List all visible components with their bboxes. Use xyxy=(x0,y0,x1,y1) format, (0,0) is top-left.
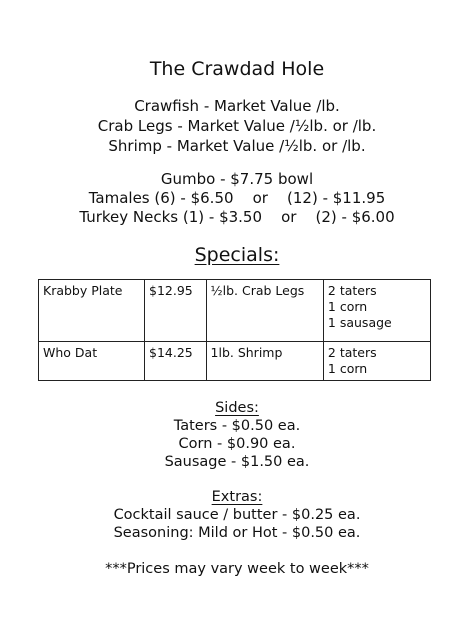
specials-heading: Specials: xyxy=(194,244,280,266)
extras-heading: Extras: xyxy=(211,489,263,505)
special-main: ½lb. Crab Legs xyxy=(206,280,323,342)
market-item-shrimp: Shrimp - Market Value /½lb. or /lb. xyxy=(108,137,366,155)
special-price: $14.25 xyxy=(145,342,207,381)
market-item-crawfish: Crawfish - Market Value /lb. xyxy=(134,97,340,115)
priced-item-tamales: Tamales (6) - $6.50 or (12) - $11.95 xyxy=(88,189,386,207)
footer-note: ***Prices may vary week to week*** xyxy=(105,561,369,577)
table-row xyxy=(39,342,431,381)
special-main: 1lb. Shrimp xyxy=(206,342,323,381)
side-item-taters: Taters - $0.50 ea. xyxy=(173,418,301,434)
special-side-item: 2 taters xyxy=(327,345,377,360)
side-item-corn: Corn - $0.90 ea. xyxy=(178,436,296,452)
special-sides xyxy=(323,280,430,342)
special-name: Who Dat xyxy=(39,342,145,381)
extra-item-seasoning: Seasoning: Mild or Hot - $0.50 ea. xyxy=(113,525,361,541)
specials-table xyxy=(38,279,431,381)
special-sides xyxy=(323,342,430,381)
special-side-item: 1 sausage xyxy=(327,315,392,330)
special-side-item: 2 taters xyxy=(327,283,377,298)
priced-item-turkey-necks: Turkey Necks (1) - $3.50 or (2) - $6.00 xyxy=(79,208,395,226)
sides-heading: Sides: xyxy=(215,400,259,416)
special-price: $12.95 xyxy=(145,280,207,342)
special-side-item: 1 corn xyxy=(327,299,368,314)
special-side-item: 1 corn xyxy=(327,361,368,376)
special-name: Krabby Plate xyxy=(39,280,145,342)
market-item-crab-legs: Crab Legs - Market Value /½lb. or /lb. xyxy=(97,117,377,135)
extra-item-cocktail-sauce: Cocktail sauce / butter - $0.25 ea. xyxy=(113,507,361,523)
table-row xyxy=(39,280,431,342)
side-item-sausage: Sausage - $1.50 ea. xyxy=(164,454,310,470)
page-title: The Crawdad Hole xyxy=(149,58,325,80)
priced-item-gumbo: Gumbo - $7.75 bowl xyxy=(160,170,314,188)
